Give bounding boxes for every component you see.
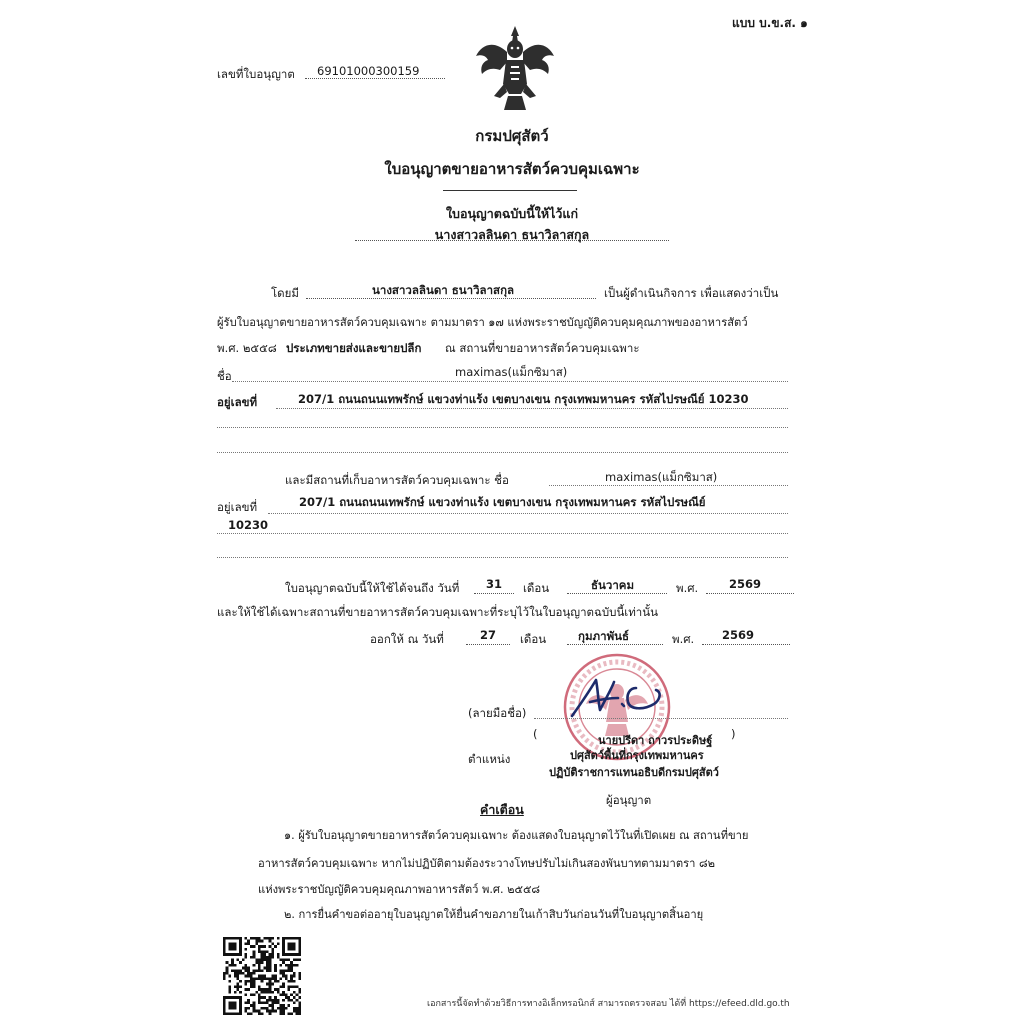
issued-year: 2569 [722, 628, 755, 642]
qr-code-icon [223, 937, 301, 1015]
validity-year-label: พ.ศ. [676, 581, 699, 595]
validity-month: ธันวาคม [591, 578, 635, 592]
blank-line-1 [217, 427, 788, 428]
title-divider [443, 190, 577, 191]
signature-line [534, 718, 788, 719]
issued-day: 27 [480, 628, 497, 642]
warning-line-2: อาหารสัตว์ควบคุมเฉพาะ หากไม่ปฏิบัติตามต้องระวางโทษปรับไม่เกินสองพันบาทตามมาตรา ๘๒ [258, 857, 715, 870]
license-number-label: เลขที่ใบอนุญาต [217, 67, 295, 81]
garuda-emblem-icon [474, 22, 556, 114]
signer-open-paren: ( [533, 727, 538, 741]
blank-line-2 [217, 452, 788, 453]
license-type: ประเภทขายส่งและขายปลีก [286, 341, 422, 355]
warning-line-1: ๑. ผู้รับใบอนุญาตขายอาหารสัตว์ควบคุมเฉพาะ ต้องแสดงใบอนุญาตไว้ในที่เปิดเผย ณ สถานที่ขาย [284, 829, 749, 842]
signer-role: ผู้อนุญาต [606, 793, 652, 807]
body-line-3a: พ.ศ. ๒๕๕๘ [217, 341, 277, 355]
validity-month-label: เดือน [523, 581, 550, 595]
body-line-3b: ณ สถานที่ขายอาหารสัตว์ควบคุมเฉพาะ [445, 341, 640, 355]
storage-blank-line-2 [217, 557, 788, 558]
storage-blank-line-1 [217, 533, 788, 534]
position-label: ตำแหน่ง [468, 752, 511, 766]
shop-name-label: ชื่อ [217, 369, 232, 383]
validity-label: ใบอนุญาตฉบับนี้ให้ใช้ได้จนถึง วันที่ [285, 581, 460, 595]
position-line-2: ปฏิบัติราชการแทนอธิบดีกรมปศุสัตว์ [549, 766, 719, 779]
issued-month-label: เดือน [520, 632, 547, 646]
shop-name: maximas(แม็กซิมาส) [455, 365, 568, 379]
warning-heading: คำเตือน [480, 802, 524, 817]
shop-address-label: อยู่เลขที่ [217, 395, 258, 409]
warning-line-4: ๒. การยื่นคำขอต่ออายุใบอนุญาตให้ยื่นคำขอภายในเก้าสิบวันก่อนวันที่ใบอนุญาตสิ้นอายุ [284, 908, 704, 921]
storage-label: และมีสถานที่เก็บอาหารสัตว์ควบคุมเฉพาะ ชื่อ [285, 473, 509, 487]
warning-line-3: แห่งพระราชบัญญัติควบคุมคุณภาพอาหารสัตว์ พ.ศ. ๒๕๕๘ [258, 883, 541, 896]
storage-address-line [268, 513, 788, 514]
form-code: แบบ บ.ข.ส. ๑ [732, 16, 808, 30]
position-line-1: ปศุสัตว์พื้นที่กรุงเทพมหานคร [570, 749, 704, 762]
by-label: โดยมี [271, 286, 299, 300]
document-title: ใบอนุญาตขายอาหารสัตว์ควบคุมเฉพาะ [384, 160, 640, 178]
grantee-name: นางสาวลลินดา ธนาวิลาสกุล [434, 227, 590, 242]
storage-address-label: อยู่เลขที่ [217, 500, 258, 514]
validity-day: 31 [486, 577, 503, 591]
footer-note: เอกสารนี้จัดทำด้วยวิธีการทางอิเล็กทรอนิกส์ สามารถตรวจสอบ ได้ที่ https://efeed.dld.go.th [427, 999, 790, 1009]
validity-note: และให้ใช้ได้เฉพาะสถานที่ขายอาหารสัตว์ควบคุมเฉพาะที่ระบุไว้ในใบอนุญาตฉบับนี้เท่านั้น [217, 605, 658, 619]
signer-name: นายปรีดา ถาวรประดิษฐ์ [598, 734, 713, 747]
license-number-value: 69101000300159 [305, 64, 445, 79]
storage-address-line-2: 10230 [228, 518, 269, 532]
validity-year: 2569 [729, 577, 762, 591]
storage-name: maximas(แม็กซิมาส) [605, 470, 718, 484]
issued-year-label: พ.ศ. [672, 632, 695, 646]
issuer-name: กรมปศุสัตว์ [475, 127, 549, 145]
issued-month: กุมภาพันธ์ [578, 629, 630, 643]
shop-address: 207/1 ถนนถนนเทพรักษ์ แขวงท่าแร้ง เขตบางเขน กรุงเทพมหานคร รหัสไปรษณีย์ 10230 [298, 392, 749, 406]
storage-address-line-1: 207/1 ถนนถนนเทพรักษ์ แขวงท่าแร้ง เขตบางเขน กรุงเทพมหานคร รหัสไปรษณีย์ [299, 495, 706, 509]
grantee-label: ใบอนุญาตฉบับนี้ให้ไว้แก่ [445, 206, 579, 221]
signer-close-paren: ) [731, 727, 736, 741]
signature-label: (ลายมือชื่อ) [468, 706, 527, 720]
operator-role-text: เป็นผู้ดำเนินกิจการ เพื่อแสดงว่าเป็น [604, 286, 779, 300]
issued-label: ออกให้ ณ วันที่ [370, 632, 444, 646]
body-line-2: ผู้รับใบอนุญาตขายอาหารสัตว์ควบคุมเฉพาะ ตามมาตรา ๑๗ แห่งพระราชบัญญัติควบคุมคุณภาพของอาหารสัตว์ [217, 316, 748, 329]
signature-scribble-icon [568, 672, 678, 722]
operator-name: นางสาวลลินดา ธนาวิลาสกุล [372, 283, 515, 297]
